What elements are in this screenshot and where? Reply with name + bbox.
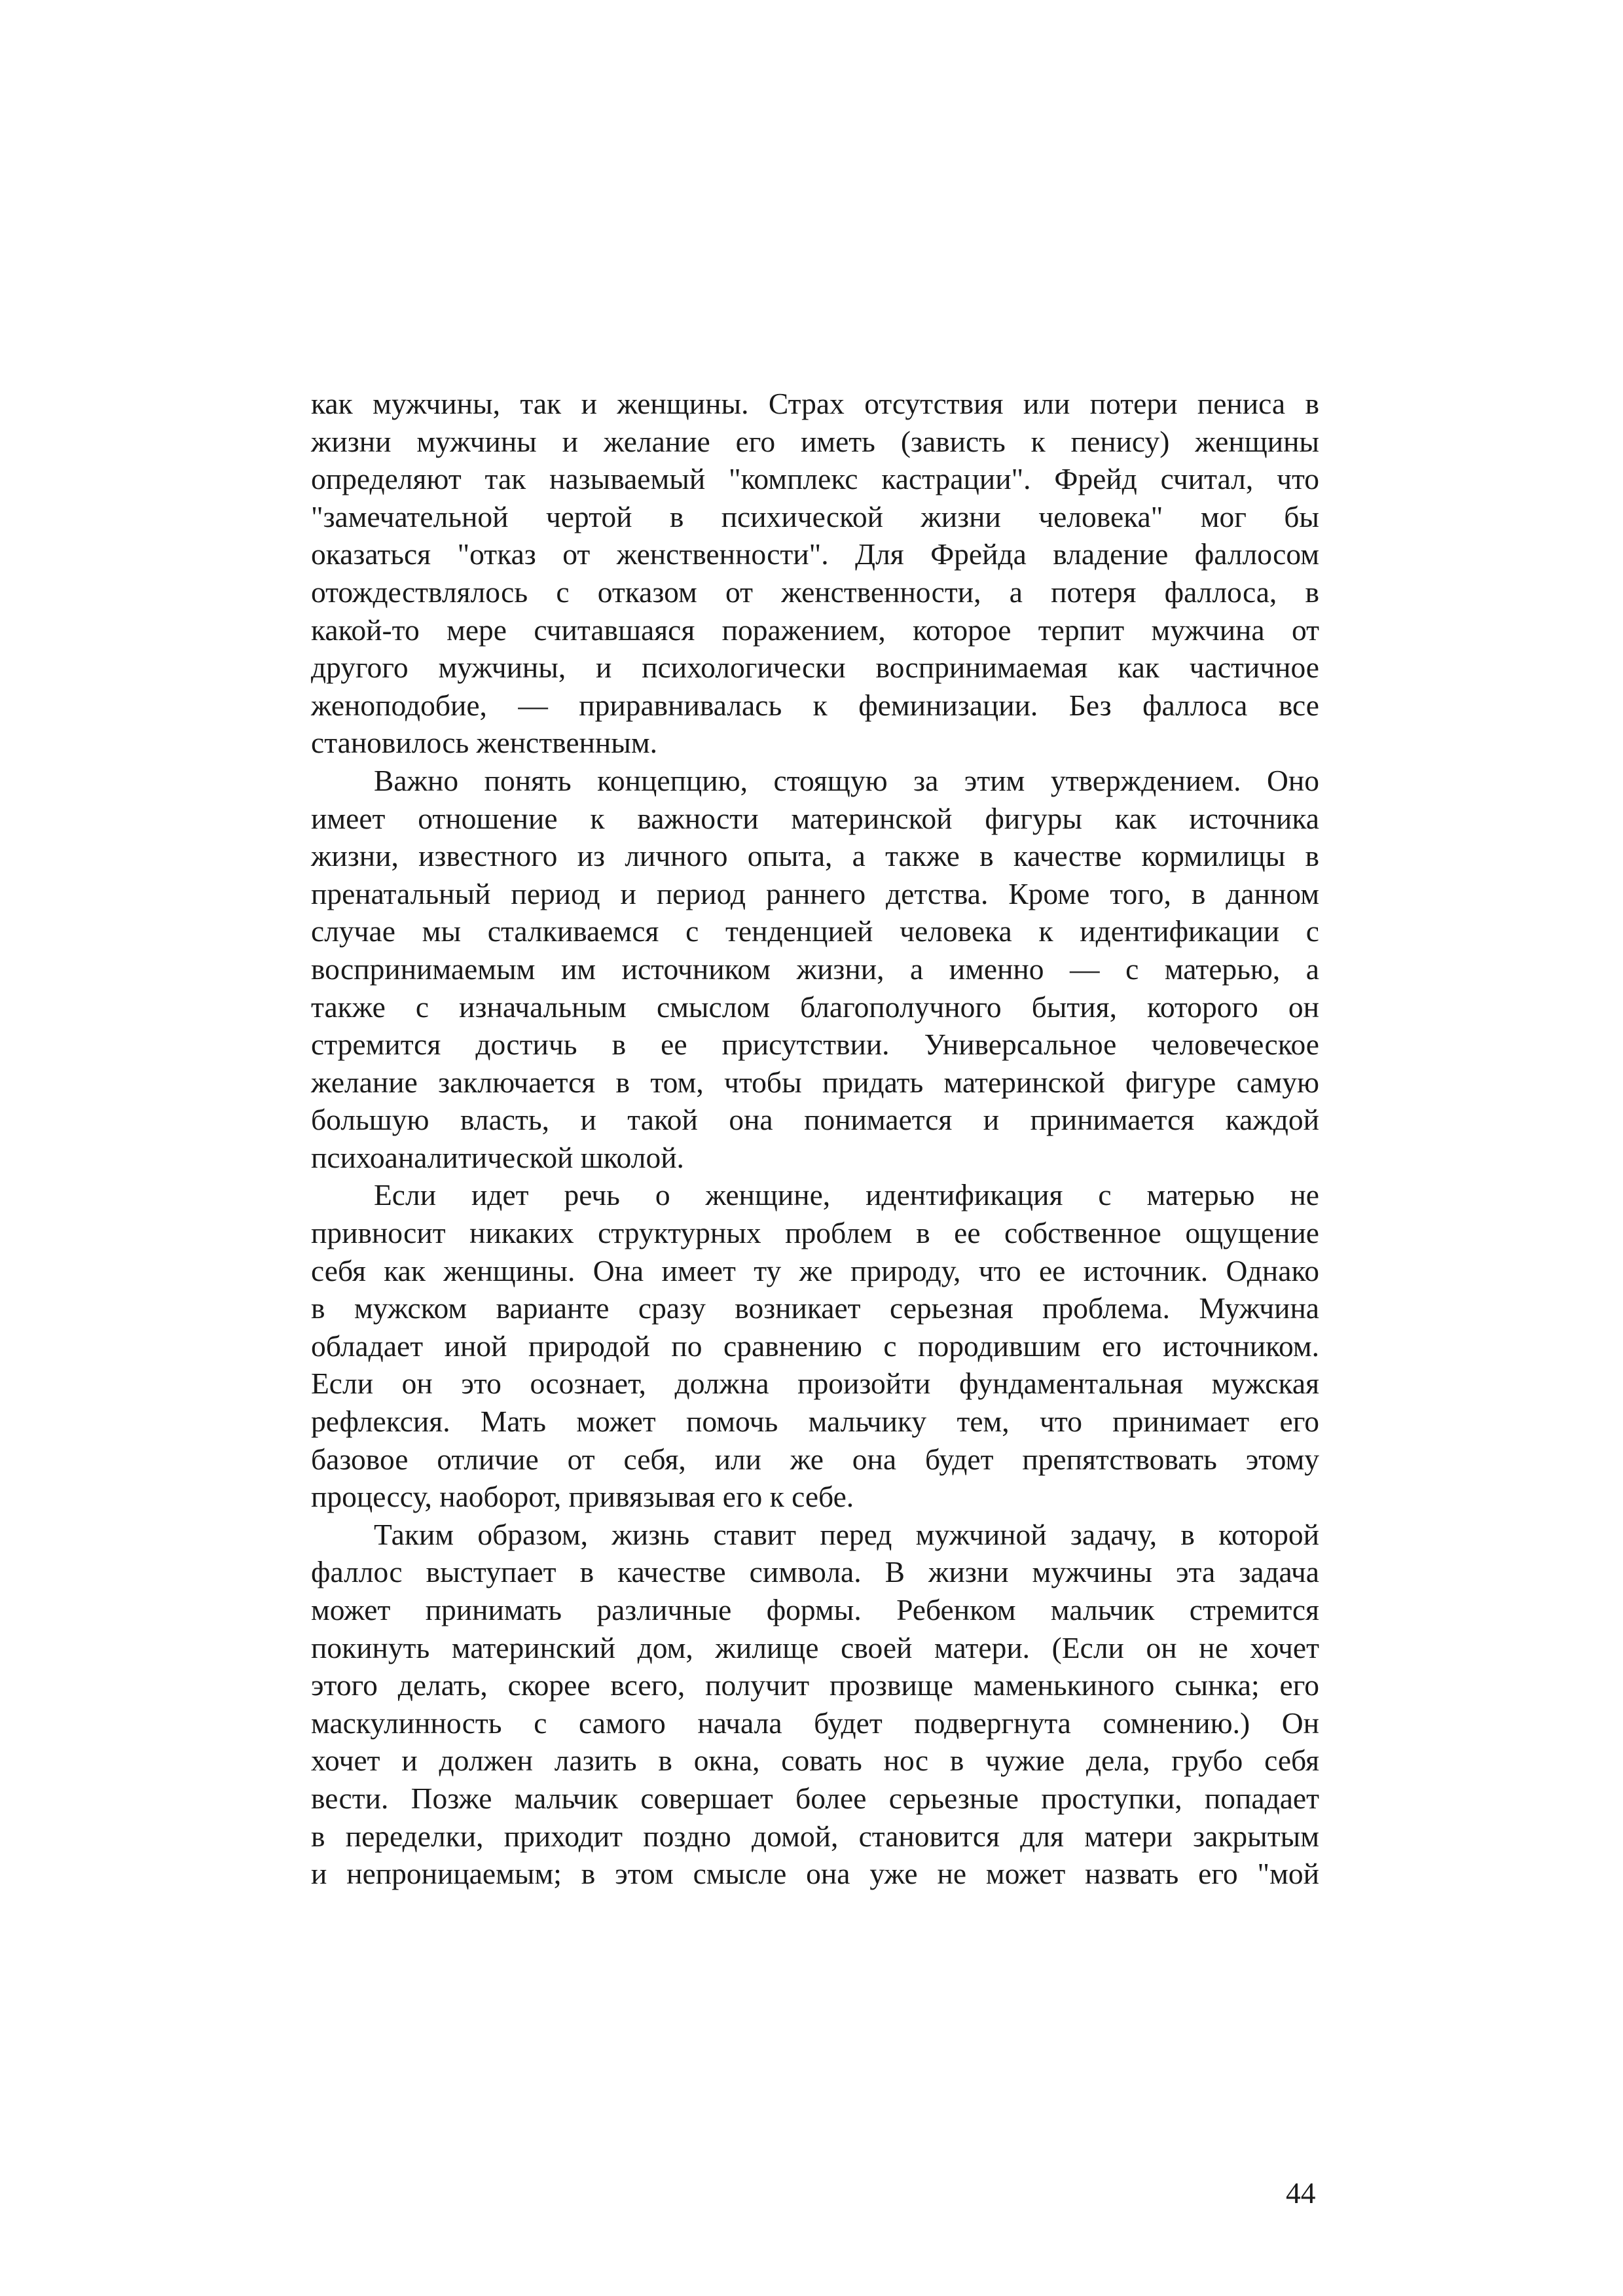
text-line: стремится достичь в ее присутствии. Универсальное человеческое	[311, 1028, 1319, 1062]
text-line: себя как женщины. Она имеет ту же природу, что ее источник. Однако	[311, 1253, 1319, 1287]
text-line: в переделки, приходит поздно домой, становится для матери закрытым	[311, 1819, 1319, 1853]
text-line: и непроницаемым; в этом смысле она уже не может назвать его "мой	[311, 1857, 1319, 1891]
text-line: Таким образом, жизнь ставит перед мужчиной задачу, в которой	[374, 1517, 1319, 1551]
text-line: какой-то мере считавшаяся поражением, которое терпит мужчина от	[311, 613, 1319, 647]
text-line: обладает иной природой по сравнению с породившим его источником.	[311, 1329, 1319, 1363]
text-line: привносит никаких структурных проблем в ее собственное ощущение	[311, 1216, 1319, 1250]
text-line: процессу, наоборот, привязывая его к себе.	[311, 1480, 854, 1514]
text-line: определяют так называемый "комплекс кастрации". Фрейд считал, что	[311, 462, 1319, 496]
text-line: покинуть материнский дом, жилище своей матери. (Если он не хочет	[311, 1630, 1319, 1664]
text-line: большую власть, и такой она понимается и принимается каждой	[311, 1103, 1319, 1137]
text-line: воспринимаемым им источником жизни, а именно — с матерью, а	[311, 952, 1319, 986]
text-line: Важно понять концепцию, стоящую за этим утверждением. Оно	[374, 763, 1319, 797]
text-line: этого делать, скорее всего, получит прозвище маменькиного сынка; его	[311, 1668, 1319, 1702]
text-line: хочет и должен лазить в окна, совать нос в чужие дела, грубо себя	[311, 1744, 1319, 1778]
text-line: женоподобие, — приравнивалась к феминизации. Без фаллоса все	[311, 688, 1319, 722]
text-line: вести. Позже мальчик совершает более серьезные проступки, попадает	[311, 1781, 1319, 1815]
text-line: пренатальный период и период раннего детства. Кроме того, в данном	[311, 876, 1319, 910]
text-line: желание заключается в том, чтобы придать материнской фигуре самую	[311, 1065, 1319, 1099]
paragraph	[311, 1176, 1319, 1515]
text-line: Если он это осознает, должна произойти фундаментальная мужская	[311, 1367, 1319, 1401]
text-line: жизни мужчины и желание его иметь (зависть к пенису) женщины	[311, 424, 1319, 458]
paragraph	[311, 1516, 1319, 1893]
text-line: имеет отношение к важности материнской фигуры как источника	[311, 801, 1319, 835]
page-number: 44	[1286, 2176, 1316, 2210]
text-line: психоаналитической школой.	[311, 1140, 684, 1174]
text-line: может принимать различные формы. Ребенком мальчик стремится	[311, 1593, 1319, 1626]
text-line: маскулинность с самого начала будет подвергнута сомнению.) Он	[311, 1706, 1319, 1740]
text-line: жизни, известного из личного опыта, а также в качестве кормилицы в	[311, 839, 1319, 873]
text-line: рефлексия. Мать может помочь мальчику тем, что принимает его	[311, 1405, 1319, 1439]
body-text	[311, 385, 1319, 1893]
text-line: становилось женственным.	[311, 726, 657, 760]
paragraph	[311, 762, 1319, 1177]
text-line: также с изначальным смыслом благополучного бытия, которого он	[311, 990, 1319, 1024]
text-line: отождествлялось с отказом от женственности, а потеря фаллоса, в	[311, 575, 1319, 609]
text-line: базовое отличие от себя, или же она будет препятствовать этому	[311, 1442, 1319, 1476]
text-line: другого мужчины, и психологически воспринимаемая как частичное	[311, 651, 1319, 685]
text-line: Если идет речь о женщине, идентификация с матерью не	[374, 1178, 1319, 1212]
paragraph	[311, 385, 1319, 762]
text-line: "замечательной чертой в психической жизни человека" мог бы	[311, 499, 1319, 533]
text-line: случае мы сталкиваемся с тенденцией человека к идентификации с	[311, 914, 1319, 948]
text-line: фаллос выступает в качестве символа. В жизни мужчины эта задача	[311, 1555, 1319, 1589]
text-line: оказаться "отказ от женственности". Для Фрейда владение фаллосом	[311, 537, 1319, 571]
text-line: в мужском варианте сразу возникает серьезная проблема. Мужчина	[311, 1291, 1319, 1325]
text-line: как мужчины, так и женщины. Страх отсутствия или потери пениса в	[311, 387, 1319, 420]
